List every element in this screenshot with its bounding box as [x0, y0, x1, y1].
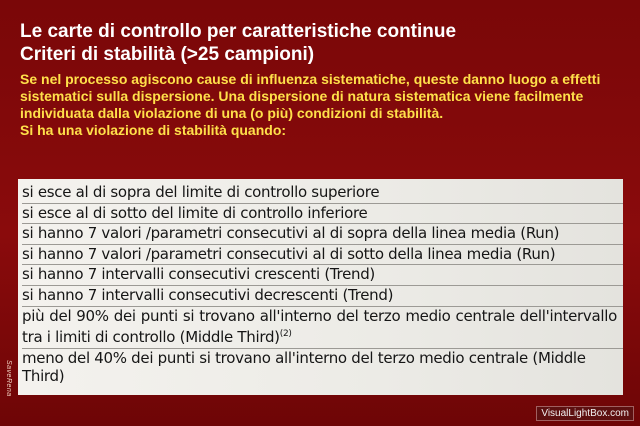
- criterion-item: si hanno 7 valori /parametri consecutivi al di sopra della linea media (Run): [22, 224, 623, 245]
- title-line-2: Criteri di stabilità (>25 campioni): [20, 44, 315, 65]
- criterion-item: si esce al di sopra del limite di controllo superiore: [22, 183, 623, 204]
- vertical-side-label: SaveRena: [5, 360, 12, 397]
- footnote-marker: (2): [279, 329, 292, 340]
- title-line-1: Le carte di controllo per caratteristiche continue: [20, 21, 457, 42]
- criterion-item: si esce al di sotto del limite di controllo inferiore: [22, 204, 623, 225]
- criteria-list: [18, 179, 623, 387]
- criterion-item: più del 90% dei punti si trovano all'interno del terzo medio centrale dell'intervallo tra i limiti di controllo (Middle Third)$^{(2)}$: [22, 307, 623, 349]
- intro-lead: Si ha una violazione di stabilità quando:: [20, 122, 287, 138]
- watermark-badge[interactable]: VisualLightBox.com: [536, 406, 634, 421]
- intro-text: [20, 71, 620, 139]
- criterion-item: meno del 40% dei punti si trovano all'interno del terzo medio centrale (Middle Third): [22, 348, 586, 386]
- criterion-item: si hanno 7 valori /parametri consecutivi al di sotto della linea media (Run): [22, 245, 623, 266]
- slide-title: [20, 20, 630, 66]
- criteria-scan-box: [18, 179, 623, 395]
- criterion-item: si hanno 7 intervalli consecutivi decrescenti (Trend): [22, 286, 623, 307]
- criterion-item: si hanno 7 intervalli consecutivi crescenti (Trend): [22, 265, 623, 286]
- intro-paragraph: Se nel processo agiscono cause di influenza sistematiche, queste danno luogo a effetti sistematici sulla dispersione. Una dispersione di natura sistematica viene facilmente individuata dalla violazione di una (o più) condizioni di stabilità.: [20, 71, 601, 121]
